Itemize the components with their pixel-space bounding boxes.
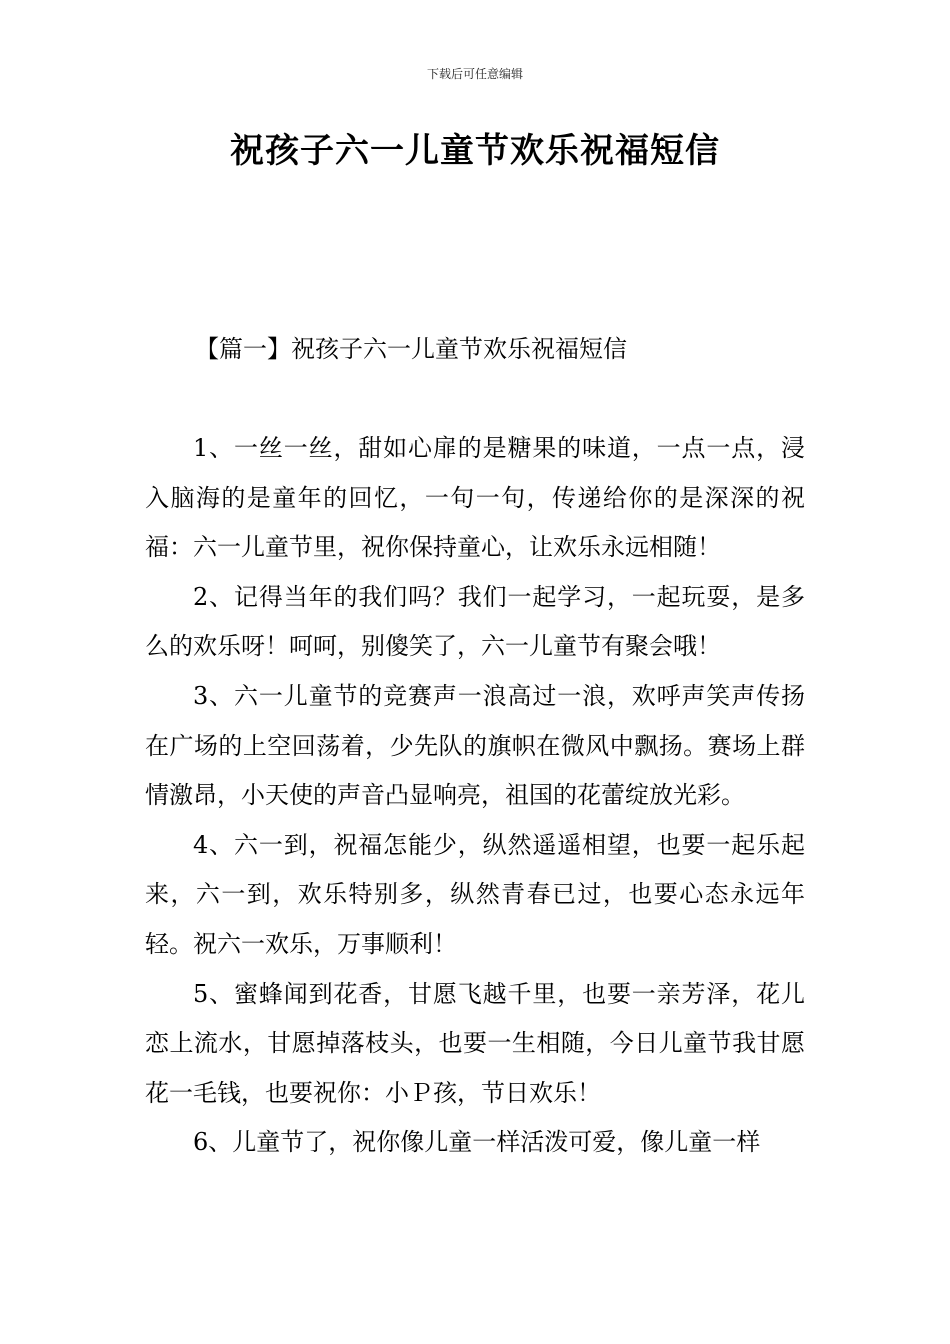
paragraph: 2、记得当年的我们吗？我们一起学习，一起玩耍，是多么的欢乐呀！呵呵，别傻笑了，六一儿童节有聚会哦！ <box>145 582 805 661</box>
header-note: 下载后可任意编辑 <box>426 67 523 81</box>
paragraph: 6、儿童节了，祝你像儿童一样活泼可爱，像儿童一样 <box>193 1128 761 1157</box>
paragraph: 1、一丝一丝，甜如心扉的是糖果的味道，一点一点，浸入脑海的是童年的回忆，一句一句，传递给你的是深深的祝福：六一儿童节里，祝你保持童心，让欢乐永远相随！ <box>145 434 805 562</box>
paragraph: 3、六一儿童节的竞赛声一浪高过一浪，欢呼声笑声传扬在广场的上空回荡着，少先队的旗帜在微风中飘扬。赛场上群情激昂，小天使的声音凸显响亮，祖国的花蕾绽放光彩。 <box>145 681 805 810</box>
section-heading: 【篇一】祝孩子六一儿童节欢乐祝福短信 <box>195 335 627 363</box>
paragraph: 5、蜜蜂闻到花香，甘愿飞越千里，也要一亲芳泽，花儿恋上流水，甘愿掉落枝头，也要一生相随，今日儿童节我甘愿花一毛钱，也要祝你：小Ｐ孩，节日欢乐！ <box>145 979 805 1107</box>
body-text <box>145 424 805 1168</box>
document-title: 祝孩子六一儿童节欢乐祝福短信 <box>230 131 720 171</box>
paragraph: 4、六一到，祝福怎能少，纵然遥遥相望，也要一起乐起来，六一到，欢乐特别多，纵然青春已过，也要心态永远年轻。祝六一欢乐，万事顺利！ <box>145 830 805 958</box>
